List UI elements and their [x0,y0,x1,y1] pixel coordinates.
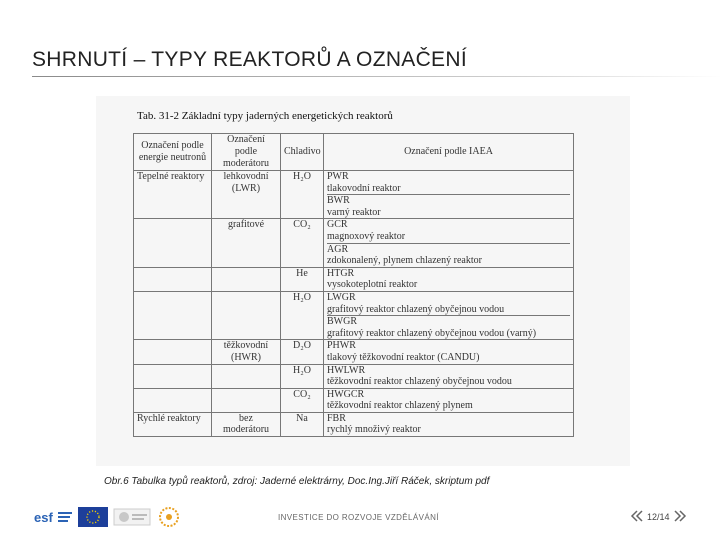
page-number: 12/14 [647,512,670,522]
iaea-description: vysokoteplotní reaktor [327,279,418,291]
iaea-cell [324,364,574,388]
table-row [134,291,574,339]
table-row [134,388,574,412]
iaea-code: HWLWR [327,364,366,376]
coolant-cell: CO₂ [281,219,324,267]
header-moderator: Označení podle moderátoru [212,134,281,171]
coolant-cell: D₂O [281,340,324,364]
iaea-code: PHWR [327,340,356,352]
moderator-cell [212,291,281,339]
table-caption: Tab. 31-2 Základní typy jaderných energetických reaktorů [137,110,393,122]
iaea-description: těžkovodní reaktor chlazený obyčejnou vodou [327,376,512,388]
iaea-code: PWR [327,171,349,182]
moderator-cell: lehkovodní (LWR) [212,171,281,219]
next-slide-icon[interactable] [673,510,687,524]
iaea-code: AGR [327,243,570,256]
iaea-code: HWGCR [327,388,365,400]
iaea-description: tlakovodní reaktor [327,182,401,194]
coolant-cell: H₂O [281,364,324,388]
header-energy: Označení podle energie neutronů [134,134,212,171]
iaea-description: grafitový reaktor chlazený obyčejnou vodou [327,303,505,315]
energy-cell [134,340,212,364]
energy-cell [134,267,212,291]
iaea-description: tlakový těžkovodní reaktor (CANDU) [327,351,480,363]
iaea-description: grafitový reaktor chlazený obyčejnou vodou (varný) [327,327,537,339]
iaea-code: BWGR [327,315,570,328]
table-header-row [134,134,574,171]
previous-slide-icon[interactable] [630,510,644,524]
iaea-cell [324,340,574,364]
energy-cell: Rychlé reaktory [134,412,212,436]
iaea-code: GCR [327,219,348,231]
op-vk-logo-icon [156,506,182,528]
esf-logo-icon [30,506,74,528]
eu-flag-icon [78,506,108,528]
iaea-code: HTGR [327,267,355,279]
header-coolant: Chladivo [281,134,324,171]
header-iaea: Označení podle IAEA [324,134,574,171]
iaea-code: FBR [327,412,346,424]
iaea-code: LWGR [327,291,356,303]
energy-cell [134,364,212,388]
table-row [134,340,574,364]
iaea-description: rychlý množivý reaktor [327,424,421,436]
svg-text:esf: esf [34,510,53,525]
moderator-cell [212,388,281,412]
iaea-description: varný reaktor [327,206,381,218]
coolant-cell: H₂O [281,171,324,219]
iaea-cell [324,412,574,436]
page-navigator [630,510,687,524]
moderator-cell: těžkovodní (HWR) [212,340,281,364]
footer-text: INVESTICE DO ROZVOJE VZDĚLÁVÁNÍ [278,513,439,522]
table-row [134,171,574,219]
moderator-cell [212,267,281,291]
iaea-description: těžkovodní reaktor chlazený plynem [327,400,473,412]
image-caption: Obr.6 Tabulka typů reaktorů, zdroj: Jaderné elektrárny, Doc.Ing.Jiří Ráček, skriptum pdf [104,476,490,487]
table-row [134,267,574,291]
table-row [134,412,574,436]
msmt-logo-icon [112,506,152,528]
coolant-cell: Na [281,412,324,436]
coolant-cell: CO₂ [281,388,324,412]
energy-cell [134,219,212,267]
table-row [134,364,574,388]
energy-cell: Tepelné reaktory [134,171,212,219]
title-underline [32,76,720,77]
coolant-cell: H₂O [281,291,324,339]
footer-logos [30,506,182,530]
iaea-cell [324,388,574,412]
reactor-types-table [133,133,574,437]
energy-cell [134,291,212,339]
moderator-cell: bez moderátoru [212,412,281,436]
iaea-description: zdokonalený, plynem chlazený reaktor [327,255,482,267]
iaea-description: magnoxový reaktor [327,230,406,242]
iaea-code: BWR [327,194,570,207]
slide-title: SHRNUTÍ – TYPY REAKTORŮ A OZNAČENÍ [32,48,467,71]
iaea-cell [324,291,574,339]
energy-cell [134,388,212,412]
iaea-cell [324,171,574,219]
moderator-cell: grafitové [212,219,281,267]
coolant-cell: He [281,267,324,291]
moderator-cell [212,364,281,388]
table-row [134,219,574,267]
iaea-cell [324,219,574,267]
iaea-cell [324,267,574,291]
